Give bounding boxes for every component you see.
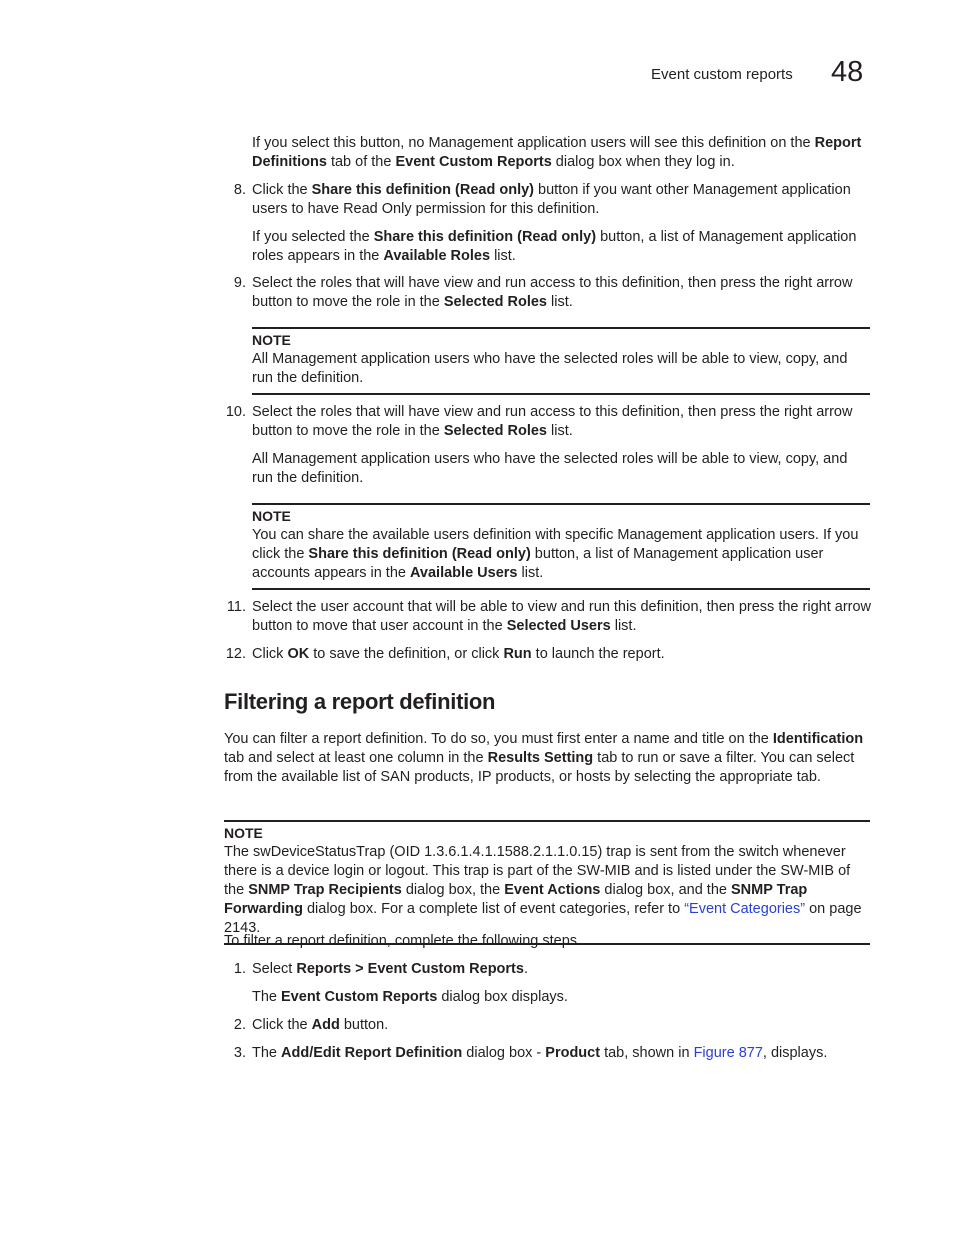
- step-9: [233, 274, 872, 312]
- text: tab to run or save a filter. You can select from the available list of SAN products, IP products, or hosts by selecting the appropriate tab.: [224, 750, 855, 785]
- ui-term: Share this definition (Read only): [373, 229, 597, 245]
- ui-term: Event Custom Reports: [395, 154, 552, 170]
- note-text: [252, 526, 870, 583]
- step-number: 9.: [233, 275, 246, 291]
- ui-term: Reports > Event Custom Reports: [296, 961, 524, 977]
- text: Select the roles that will have view and run access to this definition, then press the right arrow button to move the role in the: [252, 275, 853, 310]
- text: button, a list of Management application roles appears in the: [252, 229, 857, 264]
- chapter-number: 48: [831, 56, 864, 88]
- text: to launch the report.: [531, 646, 665, 662]
- ui-term: Selected Roles: [443, 294, 548, 310]
- text: Click: [252, 646, 288, 662]
- text: Select the user account that will be able to view and run this definition, then press the right arrow button to move that user account in the: [252, 599, 872, 634]
- text: If you selected the: [252, 229, 374, 245]
- text: to save the definition, or click: [309, 646, 504, 662]
- text: You can filter a report definition. To do so, you must first enter a name and title on the: [224, 731, 773, 747]
- note-label: NOTE: [252, 332, 291, 348]
- section-paragraph: [224, 730, 872, 787]
- ui-term: Available Users: [410, 565, 518, 581]
- section-title: Event custom reports: [651, 66, 793, 83]
- ui-term: Run: [503, 646, 532, 662]
- text: dialog box -: [462, 1045, 546, 1061]
- step-number: 2.: [233, 1017, 246, 1033]
- section-heading: Filtering a report definition: [224, 689, 496, 714]
- ui-term: SNMP Trap Forwarding: [224, 882, 808, 917]
- ui-term: Product: [545, 1045, 601, 1061]
- figure-877-link[interactable]: Figure 877: [693, 1045, 763, 1061]
- ui-term: Add/Edit Report Definition: [281, 1045, 463, 1061]
- note-text: [224, 843, 870, 938]
- filter-step-1: [233, 960, 872, 979]
- event-categories-link[interactable]: “Event Categories”: [684, 901, 806, 917]
- step-number: 3.: [233, 1045, 246, 1061]
- text: list.: [490, 248, 516, 264]
- note-text: All Management application users who have the selected roles will be able to view, copy, and run the definition.: [252, 351, 848, 386]
- step-number: 11.: [226, 599, 246, 615]
- text: button, a list of Management application user accounts appears in the: [252, 546, 824, 581]
- text: You can share the available users definition with specific Management application users. If you click the: [252, 527, 859, 562]
- text: dialog box when they log in.: [551, 154, 735, 170]
- note-box: [252, 503, 870, 590]
- text: list.: [517, 565, 544, 581]
- ui-term: Available Roles: [383, 248, 491, 264]
- ui-term: Event Actions: [504, 882, 601, 898]
- text: Select the roles that will have view and run access to this definition, then press the right arrow button to move the role in the: [252, 404, 853, 439]
- steps-intro: To filter a report definition, complete the following steps.: [224, 933, 582, 949]
- note-label: NOTE: [252, 508, 291, 524]
- text: on page 2143.: [224, 901, 862, 936]
- text: list.: [547, 294, 573, 310]
- text: button if you want other Management application users to have Read Only permission for this definition.: [252, 182, 851, 217]
- note-box: [224, 820, 870, 945]
- text: , displays.: [762, 1045, 828, 1061]
- text: list.: [547, 423, 573, 439]
- note-box: [252, 327, 870, 395]
- text: If you select this button, no Management application users will see this definition on the: [252, 135, 815, 151]
- filter-step-2: [233, 1016, 872, 1035]
- text: Click the: [252, 182, 312, 198]
- ui-term: Add: [311, 1017, 340, 1033]
- step-11: [226, 598, 872, 636]
- text: Click the: [252, 1017, 312, 1033]
- text: The swDeviceStatusTrap (OID 1.3.6.1.4.1.1588.2.1.1.0.15) trap is sent from the switch whenever there is a device login or logout. This trap is part of the SW-MIB and is listed under the SW-MIB of the: [224, 844, 851, 898]
- step-number: 1.: [233, 961, 246, 977]
- ui-term: Results Setting: [487, 750, 594, 766]
- text: dialog box, and the: [600, 882, 731, 898]
- step-number: 10.: [225, 404, 246, 420]
- text: button.: [339, 1017, 389, 1033]
- step-8-detail: [252, 228, 872, 266]
- text: dialog box, the: [401, 882, 505, 898]
- ui-term: SNMP Trap Recipients: [248, 882, 402, 898]
- note-label: NOTE: [224, 825, 263, 841]
- ui-term: Share this definition (Read only): [311, 182, 534, 198]
- ui-term: Selected Roles: [443, 423, 548, 439]
- page-header: [0, 56, 954, 96]
- text: The: [252, 989, 282, 1005]
- ui-term: Share this definition (Read only): [308, 546, 531, 562]
- step-number: 12.: [225, 646, 246, 662]
- filter-step-1-detail: [252, 988, 872, 1007]
- step-10: [225, 403, 872, 441]
- step-8: [233, 181, 872, 219]
- step-10-detail: All Management application users who have the selected roles will be able to view, copy, and run the definition.: [252, 451, 848, 486]
- text: tab and select at least one column in the: [224, 750, 488, 766]
- filter-step-3: [233, 1044, 872, 1063]
- ui-term: OK: [287, 646, 310, 662]
- text: dialog box. For a complete list of event categories, refer to: [302, 901, 685, 917]
- text: tab, shown in: [600, 1045, 694, 1061]
- text: list.: [610, 618, 637, 634]
- ui-term: Report Definitions: [252, 135, 862, 170]
- step-number: 8.: [233, 182, 246, 198]
- step-12: [225, 645, 872, 664]
- ui-term: Identification: [772, 731, 864, 747]
- text: Select: [252, 961, 297, 977]
- text: dialog box displays.: [437, 989, 568, 1005]
- ui-term: Event Custom Reports: [281, 989, 438, 1005]
- ui-term: Selected Users: [506, 618, 611, 634]
- intro-paragraph: [252, 134, 872, 172]
- text: The: [252, 1045, 282, 1061]
- text: tab of the: [326, 154, 396, 170]
- text: .: [523, 961, 528, 977]
